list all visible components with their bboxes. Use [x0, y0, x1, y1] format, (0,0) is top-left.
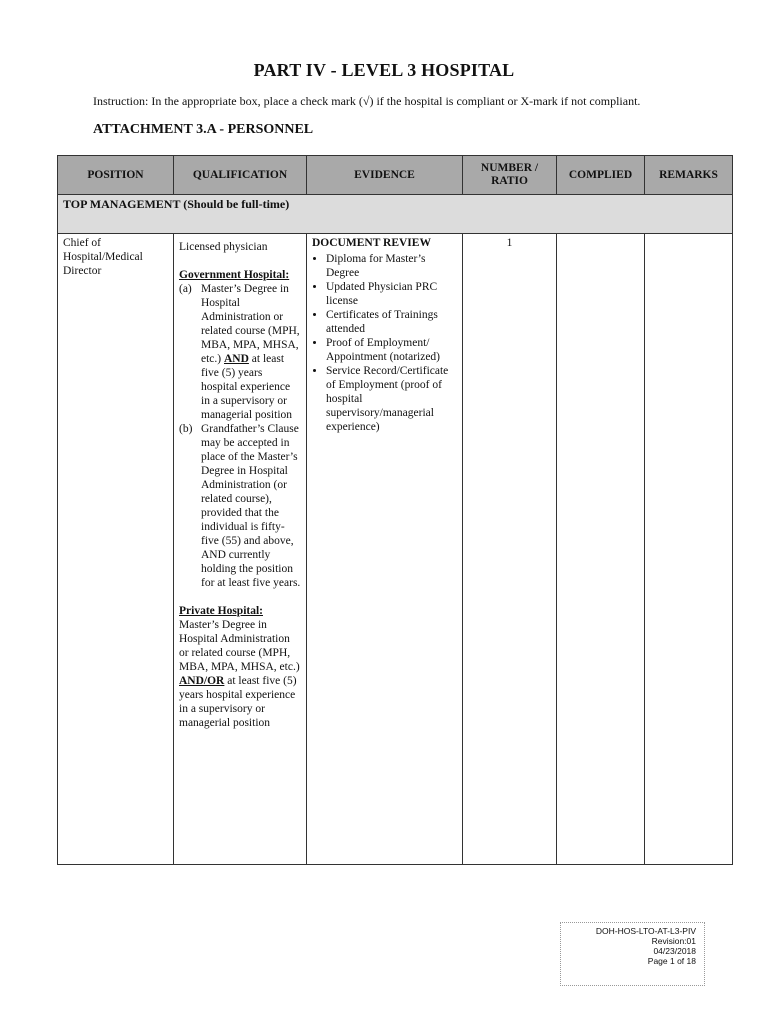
footer-date: 04/23/2018 — [653, 946, 696, 956]
header-evidence: EVIDENCE — [307, 156, 463, 195]
gov-a-and: AND — [223, 353, 249, 365]
list-item: • Updated Physician PRC license — [326, 280, 457, 308]
priv-text-1: Master’s Degree in Hospital Administration or related course (MPH, MBA, MPA, MHSA, etc.) — [179, 619, 300, 673]
evidence-cell — [307, 234, 463, 865]
section-label: TOP MANAGEMENT (Should be full-time) — [58, 195, 733, 234]
header-complied: COMPLIED — [557, 156, 645, 195]
evidence-list — [312, 252, 457, 434]
header-remarks: REMARKS — [645, 156, 733, 195]
table-row — [58, 234, 733, 865]
gov-a-text-2: at least five (5) years hospital experience in a supervisory or managerial position — [201, 353, 293, 421]
header-qualification: QUALIFICATION — [174, 156, 307, 195]
instruction-text: Instruction: In the appropriate box, place a check mark (√) if the hospital is compliant or X-mark if not compliant. — [93, 94, 641, 108]
number-ratio-cell: 1 — [463, 234, 557, 865]
remarks-cell[interactable] — [645, 234, 733, 865]
position-cell: Chief of Hospital/Medical Director — [58, 234, 174, 865]
personnel-table — [57, 155, 733, 865]
complied-cell[interactable] — [557, 234, 645, 865]
list-item-label: (b) — [179, 423, 193, 435]
header-number-ratio: NUMBER / RATIO — [463, 156, 557, 195]
section-row — [58, 195, 733, 234]
list-item: • Service Record/Certificate of Employment (proof of hospital supervisory/managerial experience) — [326, 364, 457, 434]
government-hospital-heading: Government Hospital: — [179, 269, 290, 281]
header-position: POSITION — [58, 156, 174, 195]
footer-page: Page 1 of 18 — [647, 956, 696, 966]
footer-revision: Revision:01 — [651, 936, 696, 946]
list-item — [179, 282, 301, 422]
table-header-row — [58, 156, 733, 195]
footer-code: DOH-HOS-LTO-AT-L3-PIV — [595, 926, 696, 936]
list-item: • Certificates of Trainings attended — [326, 308, 457, 336]
gov-b-text: Grandfather’s Clause may be accepted in place of the Master’s Degree in Hospital Administration (or related course), provided that the individual is fifty-five (55) and above, AND currently holding the position for at least five years. — [201, 423, 301, 589]
priv-andor: AND/OR — [179, 675, 225, 687]
page-title: PART IV - LEVEL 3 HOSPITAL — [253, 60, 515, 80]
private-hospital-text — [179, 618, 301, 730]
priv-text-2: at least five (5) years hospital experience in a supervisory or managerial position — [179, 675, 297, 729]
gov-a-text-1: Master’s Degree in Hospital Administration or related course (MPH, MBA, MPA, MHSA, etc.) — [201, 283, 300, 365]
list-item: • Proof of Employment/ Appointment (notarized) — [326, 336, 457, 364]
list-item-label: (a) — [179, 283, 192, 295]
qualification-cell — [174, 234, 307, 865]
qualification-intro: Licensed physician — [179, 241, 268, 253]
document-footer — [560, 922, 705, 986]
document-review-heading: DOCUMENT REVIEW — [312, 237, 431, 249]
list-item: • Diploma for Master’s Degree — [326, 252, 457, 280]
private-hospital-heading: Private Hospital: — [179, 605, 263, 617]
list-item — [179, 422, 301, 590]
attachment-heading: ATTACHMENT 3.A - PERSONNEL — [93, 122, 314, 137]
government-criteria-list — [179, 282, 301, 590]
